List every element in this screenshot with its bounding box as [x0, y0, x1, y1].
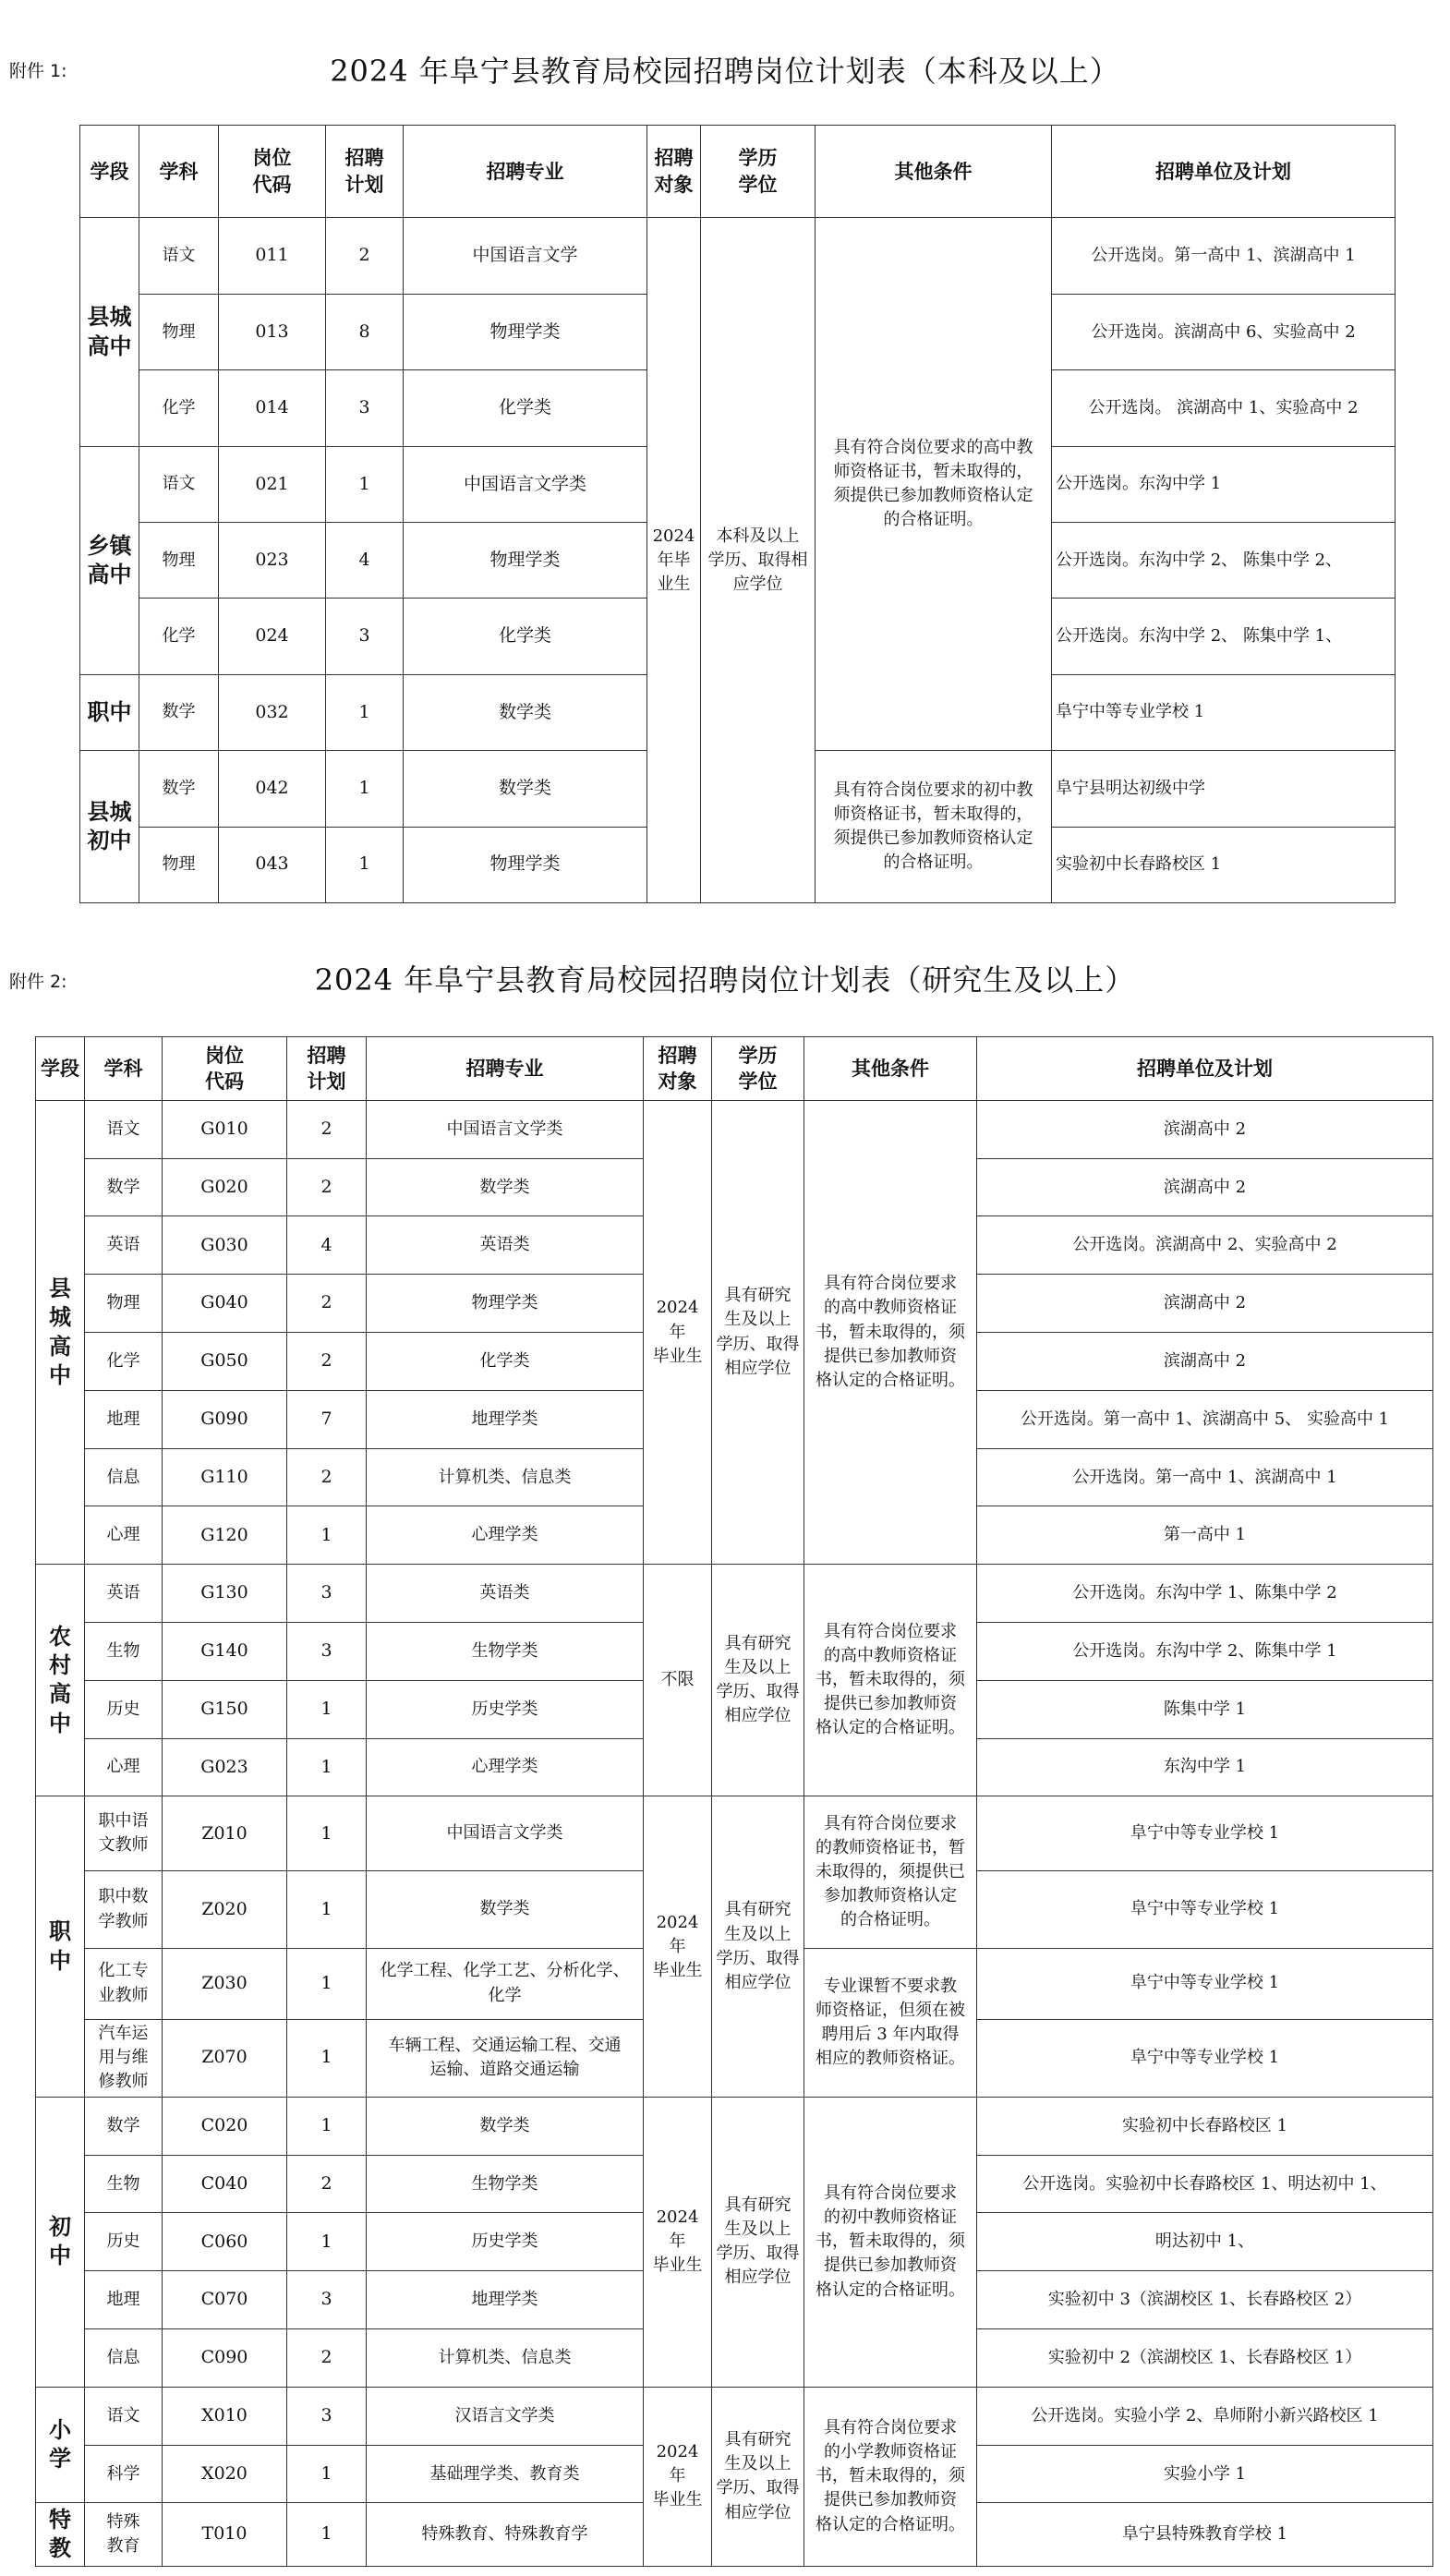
subject-cell: 信息 — [85, 1448, 163, 1506]
conditions-cell: 具有符合岗位要求 的高中教师资格证 书，暂未取得的，须 提供已参加教师资 格认定的合格证明。 — [804, 1565, 977, 1796]
unit-cell: 公开选岗。 滨湖高中 1、实验高中 2 — [1052, 370, 1396, 446]
conditions-cell: 具有符合岗位要求 的高中教师资格证 书，暂未取得的，须 提供已参加教师资 格认定的合格证明。 — [804, 1100, 977, 1564]
subject-cell: 物理 — [85, 1275, 163, 1333]
subject-cell: 物理 — [139, 523, 219, 599]
unit-cell: 陈集中学 1 — [977, 1680, 1433, 1738]
column-header: 学历 学位 — [701, 126, 816, 218]
table-row — [36, 1565, 1433, 1623]
subject-cell: 科学 — [85, 2445, 163, 2503]
unit-cell: 公开选岗。东沟中学 2、陈集中学 1 — [977, 1623, 1433, 1681]
major-cell: 物理学类 — [404, 827, 647, 902]
major-cell: 历史学类 — [367, 1680, 644, 1738]
plan-cell: 1 — [287, 1796, 367, 1871]
subject-cell: 数学 — [85, 1158, 163, 1216]
code-cell: 014 — [219, 370, 326, 446]
code-cell: C060 — [163, 2213, 287, 2271]
code-cell: G020 — [163, 1158, 287, 1216]
column-header: 其他条件 — [816, 126, 1052, 218]
major-cell: 物理学类 — [404, 523, 647, 599]
unit-cell: 滨湖高中 2 — [977, 1275, 1433, 1333]
code-cell: G090 — [163, 1390, 287, 1448]
conditions-cell: 具有符合岗位要求的高中教 师资格证书，暂未取得的， 须提供已参加教师资格认定 的合格证明。 — [816, 218, 1052, 751]
attachment-label-2: 附件 2: — [9, 972, 67, 992]
target-cell: 不限 — [644, 1565, 712, 1796]
major-cell: 化学类 — [404, 599, 647, 674]
stage-cell: 职中 — [36, 1796, 85, 2097]
table-row — [80, 218, 1396, 294]
degree-cell: 具有研究 生及以上 学历、取得 相应学位 — [712, 2097, 804, 2387]
unit-cell: 东沟中学 1 — [977, 1738, 1433, 1796]
subject-cell: 英语 — [85, 1565, 163, 1623]
plan-cell: 2 — [287, 1158, 367, 1216]
unit-cell: 公开选岗。第一高中 1、滨湖高中 1 — [977, 1448, 1433, 1506]
column-header: 岗位 代码 — [219, 126, 326, 218]
subject-cell: 历史 — [85, 2213, 163, 2271]
plan-cell: 1 — [287, 2097, 367, 2155]
subject-cell: 生物 — [85, 2155, 163, 2213]
attachment-label-1: 附件 1: — [9, 61, 67, 81]
plan-cell: 2 — [287, 1275, 367, 1333]
unit-cell: 实验初中 2（滨湖校区 1、长春路校区 1） — [977, 2329, 1433, 2388]
stage-cell: 乡镇 高中 — [80, 446, 139, 674]
code-cell: C090 — [163, 2329, 287, 2388]
subject-cell: 地理 — [85, 1390, 163, 1448]
code-cell: 043 — [219, 827, 326, 902]
plan-cell: 3 — [287, 2387, 367, 2445]
code-cell: G140 — [163, 1623, 287, 1681]
major-cell: 心理学类 — [367, 1738, 644, 1796]
plan-cell: 3 — [326, 599, 404, 674]
subject-cell: 语文 — [85, 1100, 163, 1158]
code-cell: G040 — [163, 1275, 287, 1333]
major-cell: 物理学类 — [367, 1275, 644, 1333]
plan-cell: 4 — [287, 1216, 367, 1275]
code-cell: G120 — [163, 1506, 287, 1565]
plan-cell: 7 — [287, 1390, 367, 1448]
code-cell: X020 — [163, 2445, 287, 2503]
column-header: 学段 — [36, 1037, 85, 1101]
plan-cell: 3 — [287, 1623, 367, 1681]
conditions-cell: 具有符合岗位要求的初中教 师资格证书，暂未取得的， 须提供已参加教师资格认定 的合格证明。 — [816, 751, 1052, 903]
degree-cell: 具有研究 生及以上 学历、取得 相应学位 — [712, 1100, 804, 1564]
code-cell: Z020 — [163, 1871, 287, 1948]
plan-cell: 2 — [326, 218, 404, 294]
subject-cell: 数学 — [139, 674, 219, 750]
subject-cell: 数学 — [85, 2097, 163, 2155]
plan-cell: 3 — [287, 1565, 367, 1623]
unit-cell: 公开选岗。东沟中学 2、 陈集中学 2、 — [1052, 523, 1396, 599]
unit-cell: 实验初中长春路校区 1 — [1052, 827, 1396, 902]
unit-cell: 阜宁中等专业学校 1 — [977, 1948, 1433, 2019]
major-cell: 物理学类 — [404, 294, 647, 369]
major-cell: 中国语言文学类 — [404, 446, 647, 522]
recruitment-table-graduate — [35, 1036, 1433, 2567]
major-cell: 生物学类 — [367, 2155, 644, 2213]
unit-cell: 公开选岗。实验小学 2、阜师附小新兴路校区 1 — [977, 2387, 1433, 2445]
column-header: 学段 — [80, 126, 139, 218]
major-cell: 车辆工程、交通运输工程、交通 运输、道路交通运输 — [367, 2019, 644, 2097]
plan-cell: 1 — [287, 2445, 367, 2503]
code-cell: C020 — [163, 2097, 287, 2155]
plan-cell: 8 — [326, 294, 404, 369]
subject-cell: 职中语 文教师 — [85, 1796, 163, 1871]
column-header: 招聘单位及计划 — [1052, 126, 1396, 218]
code-cell: G110 — [163, 1448, 287, 1506]
unit-cell: 滨湖高中 2 — [977, 1158, 1433, 1216]
code-cell: Z010 — [163, 1796, 287, 1871]
table-row — [36, 1100, 1433, 1158]
code-cell: T010 — [163, 2503, 287, 2567]
code-cell: G050 — [163, 1333, 287, 1391]
plan-cell: 2 — [287, 1448, 367, 1506]
stage-cell: 小学 — [36, 2387, 85, 2503]
unit-cell: 阜宁中等专业学校 1 — [977, 1871, 1433, 1948]
unit-cell: 第一高中 1 — [977, 1506, 1433, 1565]
subject-cell: 数学 — [139, 751, 219, 827]
code-cell: G030 — [163, 1216, 287, 1275]
code-cell: X010 — [163, 2387, 287, 2445]
plan-cell: 2 — [287, 2329, 367, 2388]
column-header: 招聘 计划 — [326, 126, 404, 218]
plan-cell: 2 — [287, 2155, 367, 2213]
unit-cell: 公开选岗。滨湖高中 6、实验高中 2 — [1052, 294, 1396, 369]
unit-cell: 阜宁县特殊教育学校 1 — [977, 2503, 1433, 2567]
major-cell: 汉语言文学类 — [367, 2387, 644, 2445]
unit-cell: 公开选岗。东沟中学 1 — [1052, 446, 1396, 522]
column-header: 招聘单位及计划 — [977, 1037, 1433, 1101]
plan-cell: 1 — [287, 2213, 367, 2271]
table-row — [36, 1796, 1433, 1871]
table-title-2: 2024 年阜宁县教育局校园招聘岗位计划表（研究生及以上） — [314, 962, 1136, 998]
unit-cell: 阜宁中等专业学校 1 — [977, 1796, 1433, 1871]
plan-cell: 1 — [287, 2503, 367, 2567]
major-cell: 英语类 — [367, 1565, 644, 1623]
subject-cell: 地理 — [85, 2271, 163, 2329]
header-row — [36, 1037, 1433, 1101]
subject-cell: 化工专 业教师 — [85, 1948, 163, 2019]
column-header: 招聘 对象 — [647, 126, 701, 218]
unit-cell: 公开选岗。第一高中 1、滨湖高中 1 — [1052, 218, 1396, 294]
unit-cell: 实验小学 1 — [977, 2445, 1433, 2503]
subject-cell: 汽车运 用与维 修教师 — [85, 2019, 163, 2097]
major-cell: 英语类 — [367, 1216, 644, 1275]
unit-cell: 公开选岗。东沟中学 1、陈集中学 2 — [977, 1565, 1433, 1623]
conditions-cell: 具有符合岗位要求 的初中教师资格证 书，暂未取得的，须 提供已参加教师资 格认定的合格证明。 — [804, 2097, 977, 2387]
conditions-cell: 具有符合岗位要求 的小学教师资格证 书，暂未取得的，须 提供已参加教师资 格认定的合格证明。 — [804, 2387, 977, 2566]
unit-cell: 阜宁中等专业学校 1 — [977, 2019, 1433, 2097]
target-cell: 2024 年毕 业生 — [647, 218, 701, 903]
code-cell: 032 — [219, 674, 326, 750]
subject-cell: 化学 — [85, 1333, 163, 1391]
target-cell: 2024 年 毕业生 — [644, 2097, 712, 2387]
subject-cell: 职中数 学教师 — [85, 1871, 163, 1948]
code-cell: G150 — [163, 1680, 287, 1738]
unit-cell: 滨湖高中 2 — [977, 1100, 1433, 1158]
plan-cell: 1 — [287, 2019, 367, 2097]
plan-cell: 1 — [287, 1506, 367, 1565]
column-header: 岗位 代码 — [163, 1037, 287, 1101]
plan-cell: 1 — [287, 1680, 367, 1738]
major-cell: 地理学类 — [367, 1390, 644, 1448]
major-cell: 特殊教育、特殊教育学 — [367, 2503, 644, 2567]
degree-cell: 本科及以上 学历、取得相 应学位 — [701, 218, 816, 903]
target-cell: 2024 年 毕业生 — [644, 2387, 712, 2566]
stage-cell: 特教 — [36, 2503, 85, 2567]
major-cell: 计算机类、信息类 — [367, 1448, 644, 1506]
major-cell: 心理学类 — [367, 1506, 644, 1565]
major-cell: 化学类 — [367, 1333, 644, 1391]
plan-cell: 3 — [326, 370, 404, 446]
stage-cell: 县城 高中 — [80, 218, 139, 446]
unit-cell: 公开选岗。第一高中 1、滨湖高中 5、 实验高中 1 — [977, 1390, 1433, 1448]
plan-cell: 3 — [287, 2271, 367, 2329]
column-header: 其他条件 — [804, 1037, 977, 1101]
code-cell: 042 — [219, 751, 326, 827]
major-cell: 地理学类 — [367, 2271, 644, 2329]
code-cell: 023 — [219, 523, 326, 599]
code-cell: G023 — [163, 1738, 287, 1796]
stage-cell: 县城 初中 — [80, 751, 139, 903]
subject-cell: 化学 — [139, 599, 219, 674]
major-cell: 历史学类 — [367, 2213, 644, 2271]
code-cell: G130 — [163, 1565, 287, 1623]
subject-cell: 特殊 教育 — [85, 2503, 163, 2567]
plan-cell: 2 — [287, 1100, 367, 1158]
code-cell: 024 — [219, 599, 326, 674]
subject-cell: 英语 — [85, 1216, 163, 1275]
major-cell: 中国语言文学类 — [367, 1796, 644, 1871]
major-cell: 基础理学类、教育类 — [367, 2445, 644, 2503]
subject-cell: 心理 — [85, 1738, 163, 1796]
stage-cell: 县城 高中 — [36, 1100, 85, 1564]
degree-cell: 具有研究 生及以上 学历、取得 相应学位 — [712, 2387, 804, 2566]
plan-cell: 1 — [326, 827, 404, 902]
plan-cell: 1 — [326, 446, 404, 522]
code-cell: Z030 — [163, 1948, 287, 2019]
code-cell: 013 — [219, 294, 326, 369]
subject-cell: 历史 — [85, 1680, 163, 1738]
plan-cell: 4 — [326, 523, 404, 599]
target-cell: 2024 年 毕业生 — [644, 1796, 712, 2097]
degree-cell: 具有研究 生及以上 学历、取得 相应学位 — [712, 1796, 804, 2097]
code-cell: G010 — [163, 1100, 287, 1158]
unit-cell: 实验初中 3（滨湖校区 1、长春路校区 2） — [977, 2271, 1433, 2329]
code-cell: C070 — [163, 2271, 287, 2329]
plan-cell: 1 — [326, 751, 404, 827]
unit-cell: 公开选岗。东沟中学 2、 陈集中学 1、 — [1052, 599, 1396, 674]
plan-cell: 1 — [287, 1738, 367, 1796]
unit-cell: 滨湖高中 2 — [977, 1333, 1433, 1391]
code-cell: 021 — [219, 446, 326, 522]
major-cell: 计算机类、信息类 — [367, 2329, 644, 2388]
unit-cell: 明达初中 1、 — [977, 2213, 1433, 2271]
major-cell: 生物学类 — [367, 1623, 644, 1681]
recruitment-table-undergrad — [79, 125, 1396, 903]
major-cell: 数学类 — [367, 1871, 644, 1948]
subject-cell: 语文 — [139, 218, 219, 294]
code-cell: C040 — [163, 2155, 287, 2213]
column-header: 学科 — [139, 126, 219, 218]
major-cell: 数学类 — [404, 674, 647, 750]
major-cell: 中国语言文学 — [404, 218, 647, 294]
unit-cell: 公开选岗。实验初中长春路校区 1、明达初中 1、 — [977, 2155, 1433, 2213]
plan-cell: 1 — [326, 674, 404, 750]
degree-cell: 具有研究 生及以上 学历、取得 相应学位 — [712, 1565, 804, 1796]
major-cell: 数学类 — [404, 751, 647, 827]
major-cell: 数学类 — [367, 1158, 644, 1216]
target-cell: 2024 年 毕业生 — [644, 1100, 712, 1564]
stage-cell: 农村 高中 — [36, 1565, 85, 1796]
column-header: 学科 — [85, 1037, 163, 1101]
plan-cell: 2 — [287, 1333, 367, 1391]
major-cell: 化学类 — [404, 370, 647, 446]
table-title-1: 2024 年阜宁县教育局校园招聘岗位计划表（本科及以上） — [330, 54, 1120, 89]
plan-cell: 1 — [287, 1948, 367, 2019]
column-header: 招聘 对象 — [644, 1037, 712, 1101]
subject-cell: 生物 — [85, 1623, 163, 1681]
unit-cell: 阜宁县明达初级中学 — [1052, 751, 1396, 827]
plan-cell: 1 — [287, 1871, 367, 1948]
code-cell: Z070 — [163, 2019, 287, 2097]
subject-cell: 化学 — [139, 370, 219, 446]
column-header: 招聘专业 — [404, 126, 647, 218]
conditions-cell: 专业课暂不要求教 师资格证，但须在被 聘用后 3 年内取得 相应的教师资格证。 — [804, 1948, 977, 2097]
unit-cell: 实验初中长春路校区 1 — [977, 2097, 1433, 2155]
column-header: 招聘专业 — [367, 1037, 644, 1101]
major-cell: 中国语言文学类 — [367, 1100, 644, 1158]
column-header: 学历 学位 — [712, 1037, 804, 1101]
subject-cell: 物理 — [139, 827, 219, 902]
major-cell: 数学类 — [367, 2097, 644, 2155]
conditions-cell: 具有符合岗位要求 的教师资格证书，暂 未取得的，须提供已 参加教师资格认定 的合格证明。 — [804, 1796, 977, 1948]
unit-cell: 公开选岗。滨湖高中 2、实验高中 2 — [977, 1216, 1433, 1275]
stage-cell: 职中 — [80, 674, 139, 750]
subject-cell: 心理 — [85, 1506, 163, 1565]
table-row — [36, 2387, 1433, 2445]
column-header: 招聘 计划 — [287, 1037, 367, 1101]
unit-cell: 阜宁中等专业学校 1 — [1052, 674, 1396, 750]
stage-cell: 初中 — [36, 2097, 85, 2387]
subject-cell: 物理 — [139, 294, 219, 369]
major-cell: 化学工程、化学工艺、分析化学、 化学 — [367, 1948, 644, 2019]
subject-cell: 信息 — [85, 2329, 163, 2388]
subject-cell: 语文 — [139, 446, 219, 522]
code-cell: 011 — [219, 218, 326, 294]
header-row — [80, 126, 1396, 218]
subject-cell: 语文 — [85, 2387, 163, 2445]
table-row — [36, 2097, 1433, 2155]
